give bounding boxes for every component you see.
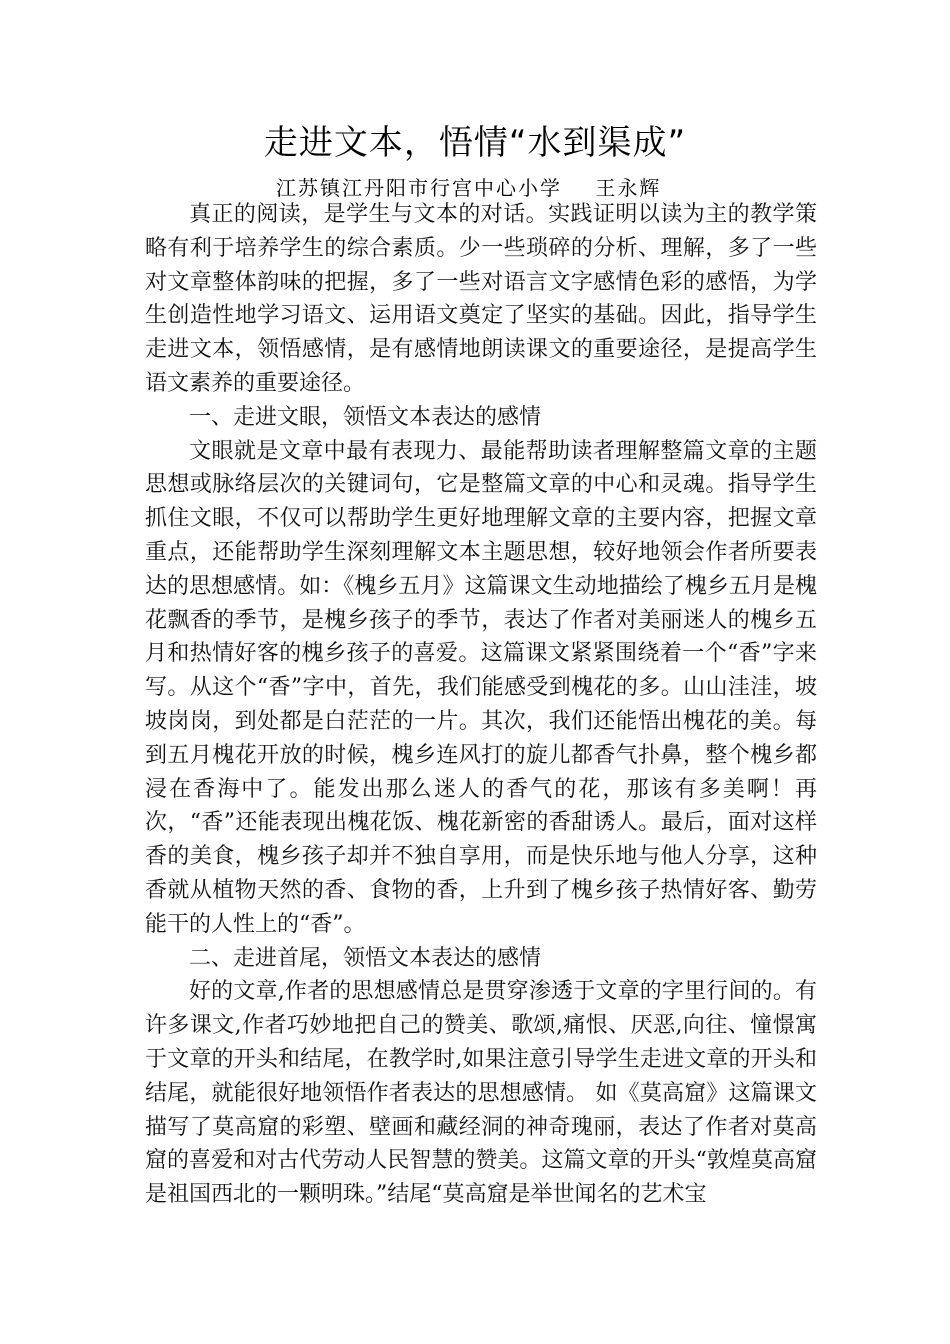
document-title: 走进文本，悟情“水到渠成” (263, 123, 687, 163)
paragraph-section-2: 好的文章,作者的思想感情总是贯穿渗透于文章的字里行间的。有许多课文,作者巧妙地把自己的赞美、歌颂,痛恨、厌恶,向往、憧憬寓于文章的开头和结尾，在教学时,如果注意引导学生走进文章的开头和结尾，就能很好地领悟作者表达的思想感情。 如《莫高窟》这篇课文描写了莫高窟的彩塑、壁画和藏经洞的神奇瑰丽，表达了作者对莫高窟的喜爱和对古代劳动人民智慧的赞美。这篇文章的开头“敦煌莫高窟是祖国西北的一颗明珠。”结尾“莫高窟是举世闻名的艺术宝 (145, 979, 817, 1208)
paragraph-intro: 真正的阅读，是学生与文本的对话。实践证明以读为主的教学策略有利于培养学生的综合素质。少一些琐碎的分析、理解，多了一些对文章整体韵味的把握，多了一些对语言文字感情色彩的感悟，为学生创造性地学习语文、运用语文奠定了坚实的基础。因此，指导学生走进文本，领悟感情，是有感情地朗读课文的重要途径，是提高学生语文素养的重要途径。 (145, 202, 817, 396)
section-heading-2: 二、走进首尾，领悟文本表达的感情 (189, 945, 542, 971)
paragraph-section-1: 文眼就是文章中最有表现力、最能帮助读者理解整篇文章的主题思想或脉络层次的关键词句，它是整篇文章的中心和灵魂。指导学生抓住文眼，不仅可以帮助学生更好地理解文章的主要内容，把握文章重点，还能帮助学生深刻理解文本主题思想，较好地领会作者所要表达的思想感情。如：《槐乡五月》这篇课文生动地描绘了槐乡五月是槐花飘香的季节，是槐乡孩子的季节，表达了作者对美丽迷人的槐乡五月和热情好客的槐乡孩子的喜爱。这篇课文紧紧围绕着一个“香”字来写。从这个“香”字中，首先，我们能感受到槐花的多。山山洼洼，坡坡岗岗，到处都是白茫茫的一片。其次，我们还能悟出槐花的美。每到五月槐花开放的时候，槐乡连风打的旋儿都香气扑鼻，整个槐乡都浸在香海中了。能发出那么迷人的香气的花，那该有多美啊！再次，“香”还能表现出槐花饭、槐花新密的香甜诱人。最后，面对这样香的美食，槐乡孩子却并不独自享用，而是快乐地与他人分享，这种香就从植物天然的香、食物的香，上升到了槐乡孩子热情好客、勤劳能干的人性上的“香”。 (145, 438, 817, 937)
document-body (145, 198, 817, 1212)
author-byline: 江苏镇江丹阳市行宫中心小学 王永辉 (276, 176, 662, 200)
section-heading-1: 一、走进文眼，领悟文本表达的感情 (189, 404, 542, 430)
